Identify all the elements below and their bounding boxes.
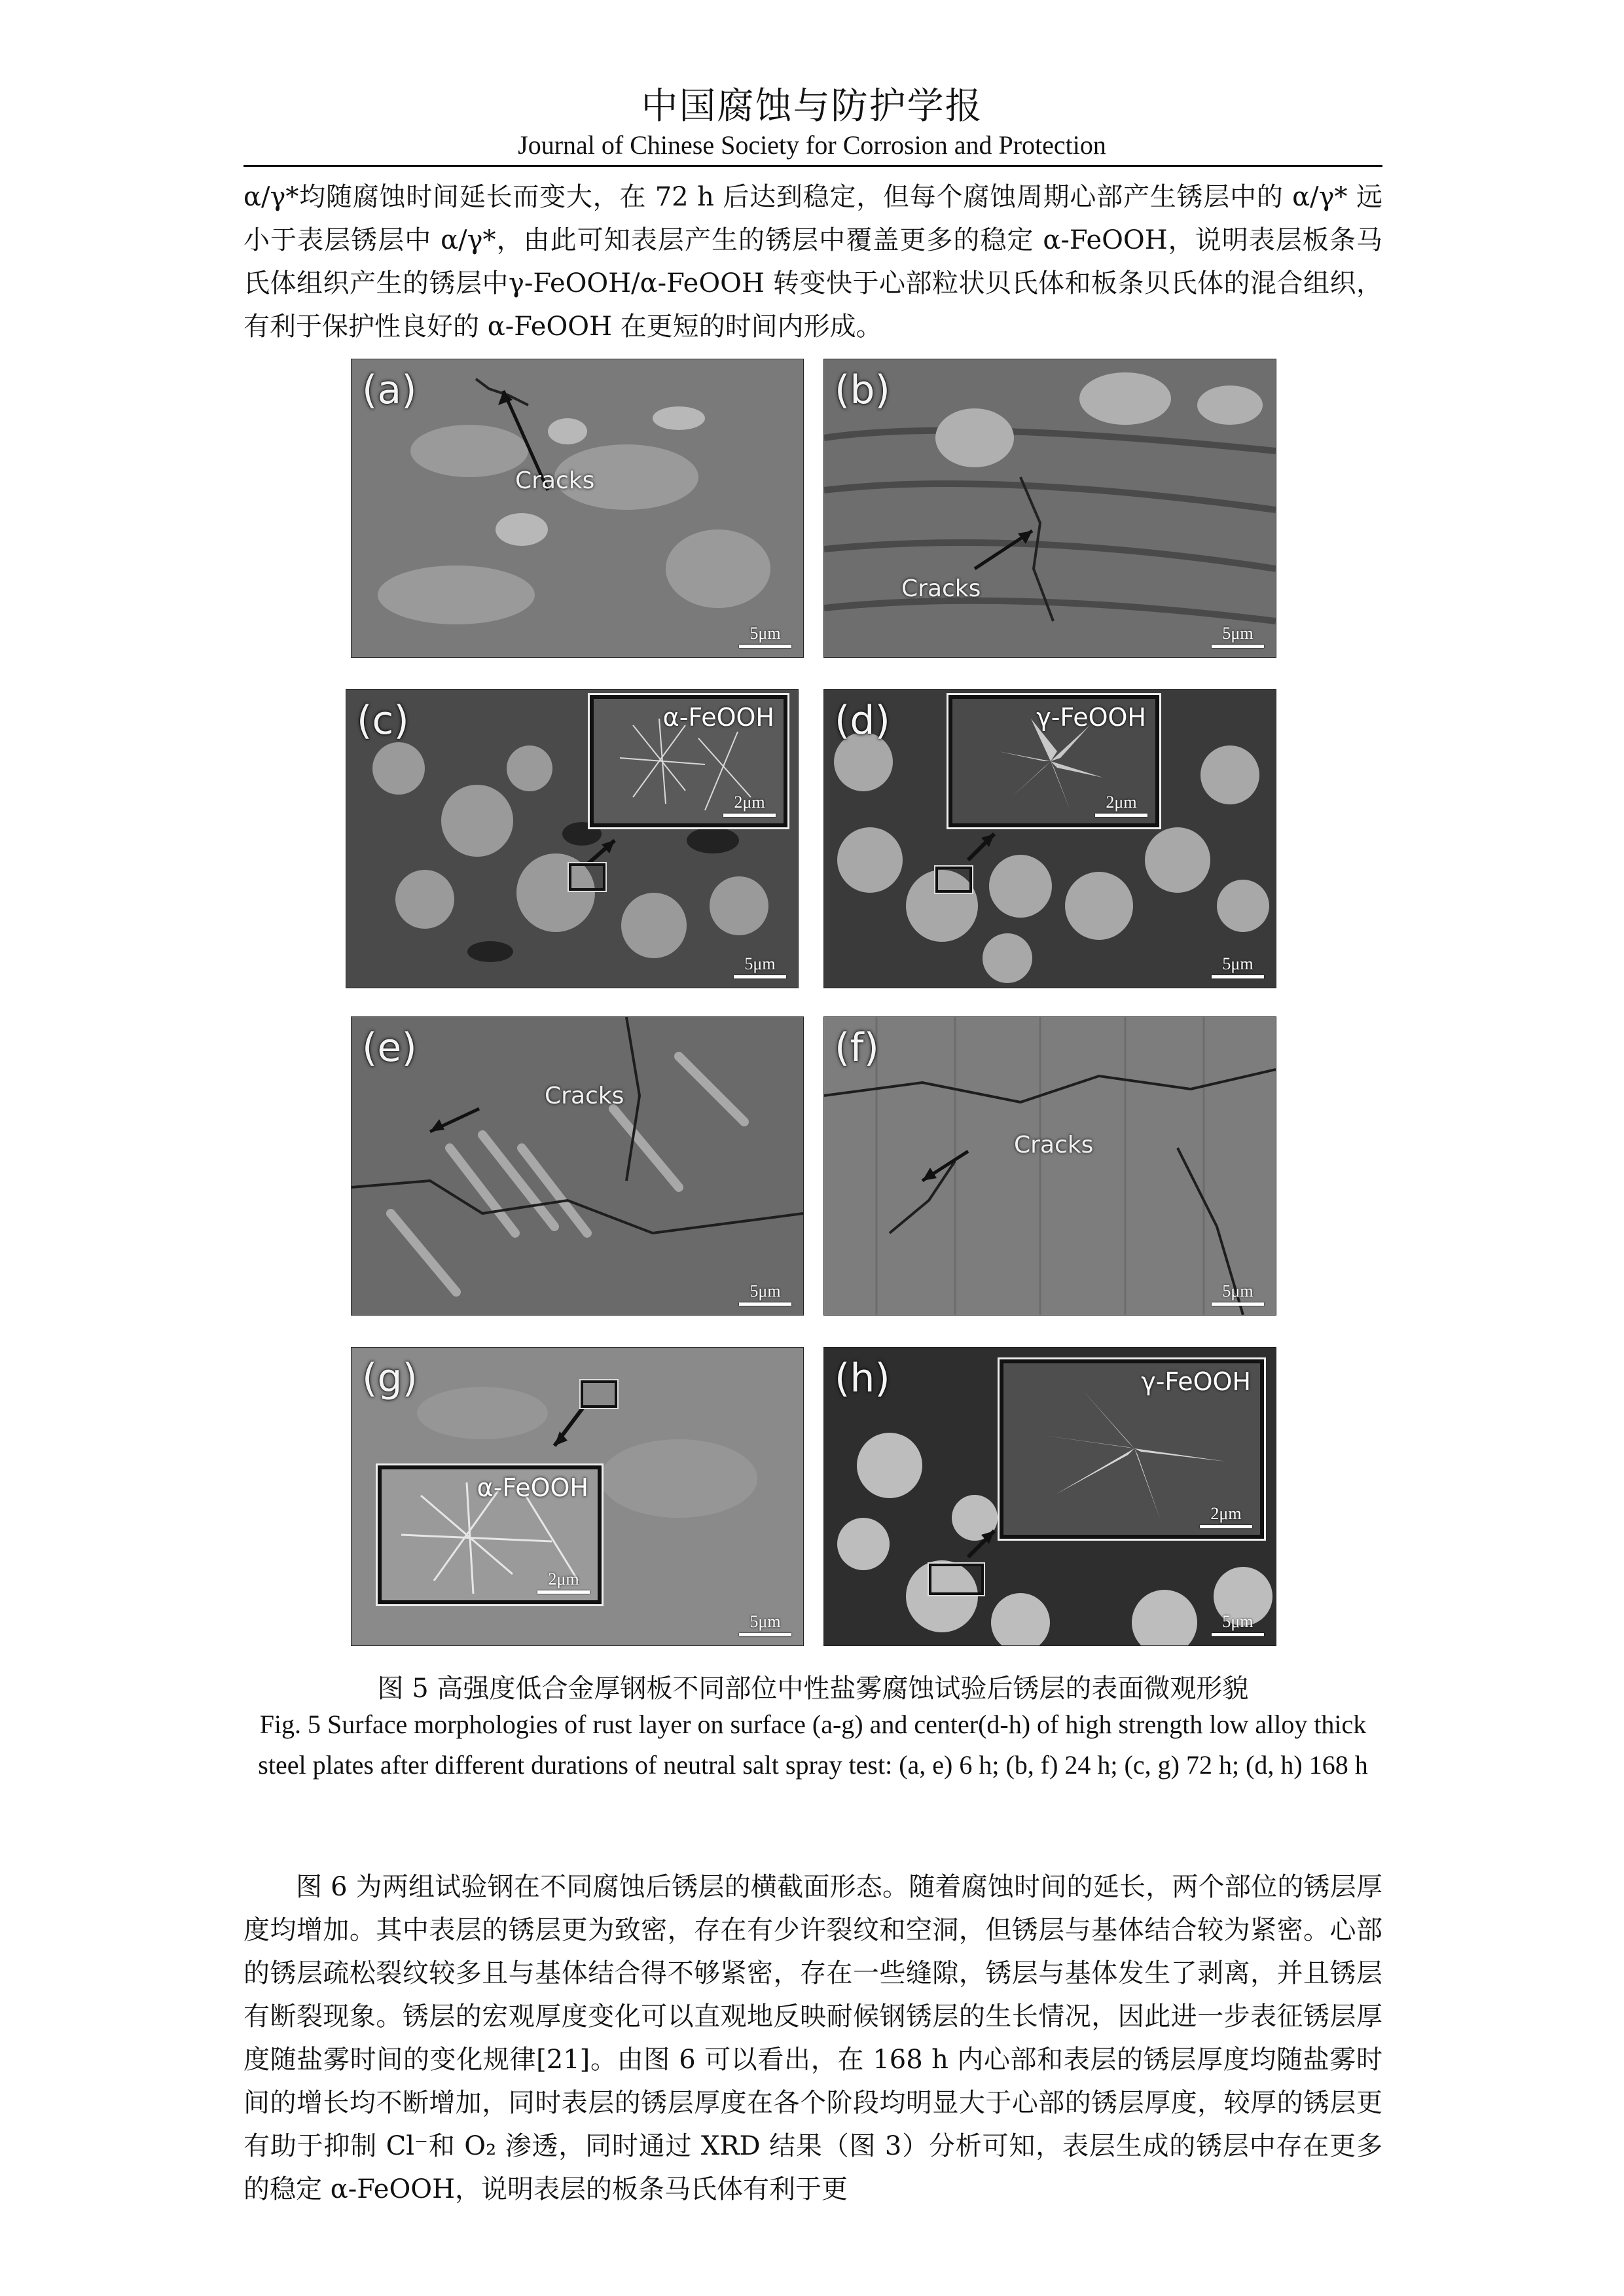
figure-caption-cn: 图 5 高强度低合金厚钢板不同部位中性盐雾腐蚀试验后锈层的表面微观形貌 [377, 1674, 1249, 1704]
panel-f [823, 1016, 1276, 1316]
panel-c [346, 689, 799, 988]
panel-h [823, 1347, 1276, 1646]
scale-bar: 5μm [739, 1282, 791, 1306]
inset-c [590, 695, 787, 827]
inset-label: γ-FeOOH [1141, 1367, 1251, 1396]
figure-5 [346, 359, 1282, 1648]
figure-caption-en: Fig. 5 Surface morphologies of rust layer on surface (a-g) and center(d-h) of high strength low alloy thick steel plates after different durations of neutral salt spray test: (a, e) 6 h; (b, f) 24 h; (c, g) 72 h; (d, h) 168 h [258, 1710, 1368, 1780]
panel-e [351, 1016, 804, 1316]
panel-d [823, 689, 1276, 988]
scale-bar: 5μm [1212, 954, 1264, 978]
panel-label: (f) [835, 1025, 879, 1071]
panel-label: (c) [357, 698, 409, 744]
inset-scale-bar: 2μm [537, 1570, 590, 1594]
region-of-interest [569, 863, 605, 891]
panel-label: (g) [362, 1355, 418, 1401]
body-text-bottom [244, 1865, 1382, 2211]
scale-bar: 5μm [1212, 624, 1264, 648]
scale-bar: 5μm [739, 1612, 791, 1636]
inset-d [948, 695, 1159, 827]
panel-label: (d) [835, 698, 890, 744]
header-rule [244, 165, 1382, 167]
scale-bar: 5μm [739, 624, 791, 648]
region-of-interest [935, 867, 972, 893]
paragraph: 图 6 为两组试验钢在不同腐蚀后锈层的横截面形态。随着腐蚀时间的延长，两个部位的锈层厚度均增加。其中表层的锈层更为致密，存在有少许裂纹和空洞，但锈层与基体结合较为紧密。心部的锈层疏松裂纹较多且与基体结合得不够紧密，存在一些缝隙，锈层与基体发生了剥离，并且锈层有断裂现象。锈层的宏观厚度变化可以直观地反映耐候钢锈层的生长情况，因此进一步表征锈层厚度随盐雾时间的变化规律[21]。由图 6 可以看出，在 168 h 内心部和表层的锈层厚度均随盐雾时间的增长均不断增加，同时表层的锈层厚度在各个阶段均明显大于心部的锈层厚度，较厚的锈层更有助于抑制 Cl⁻和 O₂ 渗透，同时通过 XRD 结果（图 3）分析可知，表层生成的锈层中存在更多的稳定 α-FeOOH，说明表层的板条马氏体有利于更 [244, 1872, 1382, 2204]
cracks-label: Cracks [515, 467, 595, 494]
region-of-interest [929, 1564, 984, 1595]
inset-label: α-FeOOH [477, 1473, 588, 1502]
cracks-label: Cracks [1014, 1132, 1094, 1158]
journal-title-en: Journal of Chinese Society for Corrosion and Protection [518, 130, 1106, 160]
sem-image-a [352, 359, 803, 657]
sem-image-f [824, 1017, 1276, 1315]
panel-label: (b) [835, 367, 890, 413]
inset-scale-bar: 2μm [1200, 1504, 1252, 1528]
inset-label: α-FeOOH [662, 703, 774, 732]
cracks-label: Cracks [545, 1083, 624, 1109]
inset-scale-bar: 2μm [1095, 793, 1147, 817]
scale-bar: 5μm [734, 954, 786, 978]
region-of-interest [581, 1380, 617, 1408]
panel-b [823, 359, 1276, 658]
paragraph: α/γ*均随腐蚀时间延长而变大，在 72 h 后达到稳定，但每个腐蚀周期心部产生锈层中的 α/γ* 远小于表层锈层中 α/γ*，由此可知表层产生的锈层中覆盖更多的稳定 α-FeOOH，说明表层板条马氏体组织产生的锈层中γ-FeOOH/α-FeOOH 转变快于心部粒状贝氏体和板条贝氏体的混合组织，有利于保护性良好的 α-FeOOH 在更短的时间内形成。 [244, 182, 1382, 342]
inset-g [378, 1465, 602, 1604]
sem-image-e [352, 1017, 803, 1315]
scale-bar: 5μm [1212, 1612, 1264, 1636]
panel-label: (h) [835, 1355, 890, 1401]
sem-image-b [824, 359, 1276, 657]
inset-label: γ-FeOOH [1036, 703, 1146, 732]
body-text-top [244, 175, 1382, 348]
panel-a [351, 359, 804, 658]
inset-scale-bar: 2μm [723, 793, 776, 817]
inset-h [1000, 1359, 1264, 1539]
panel-g [351, 1347, 804, 1646]
panel-label: (e) [362, 1025, 417, 1071]
journal-title-cn: 中国腐蚀与防护学报 [641, 85, 983, 128]
panel-label: (a) [362, 367, 417, 413]
cracks-label: Cracks [901, 575, 981, 602]
scale-bar: 5μm [1212, 1282, 1264, 1306]
